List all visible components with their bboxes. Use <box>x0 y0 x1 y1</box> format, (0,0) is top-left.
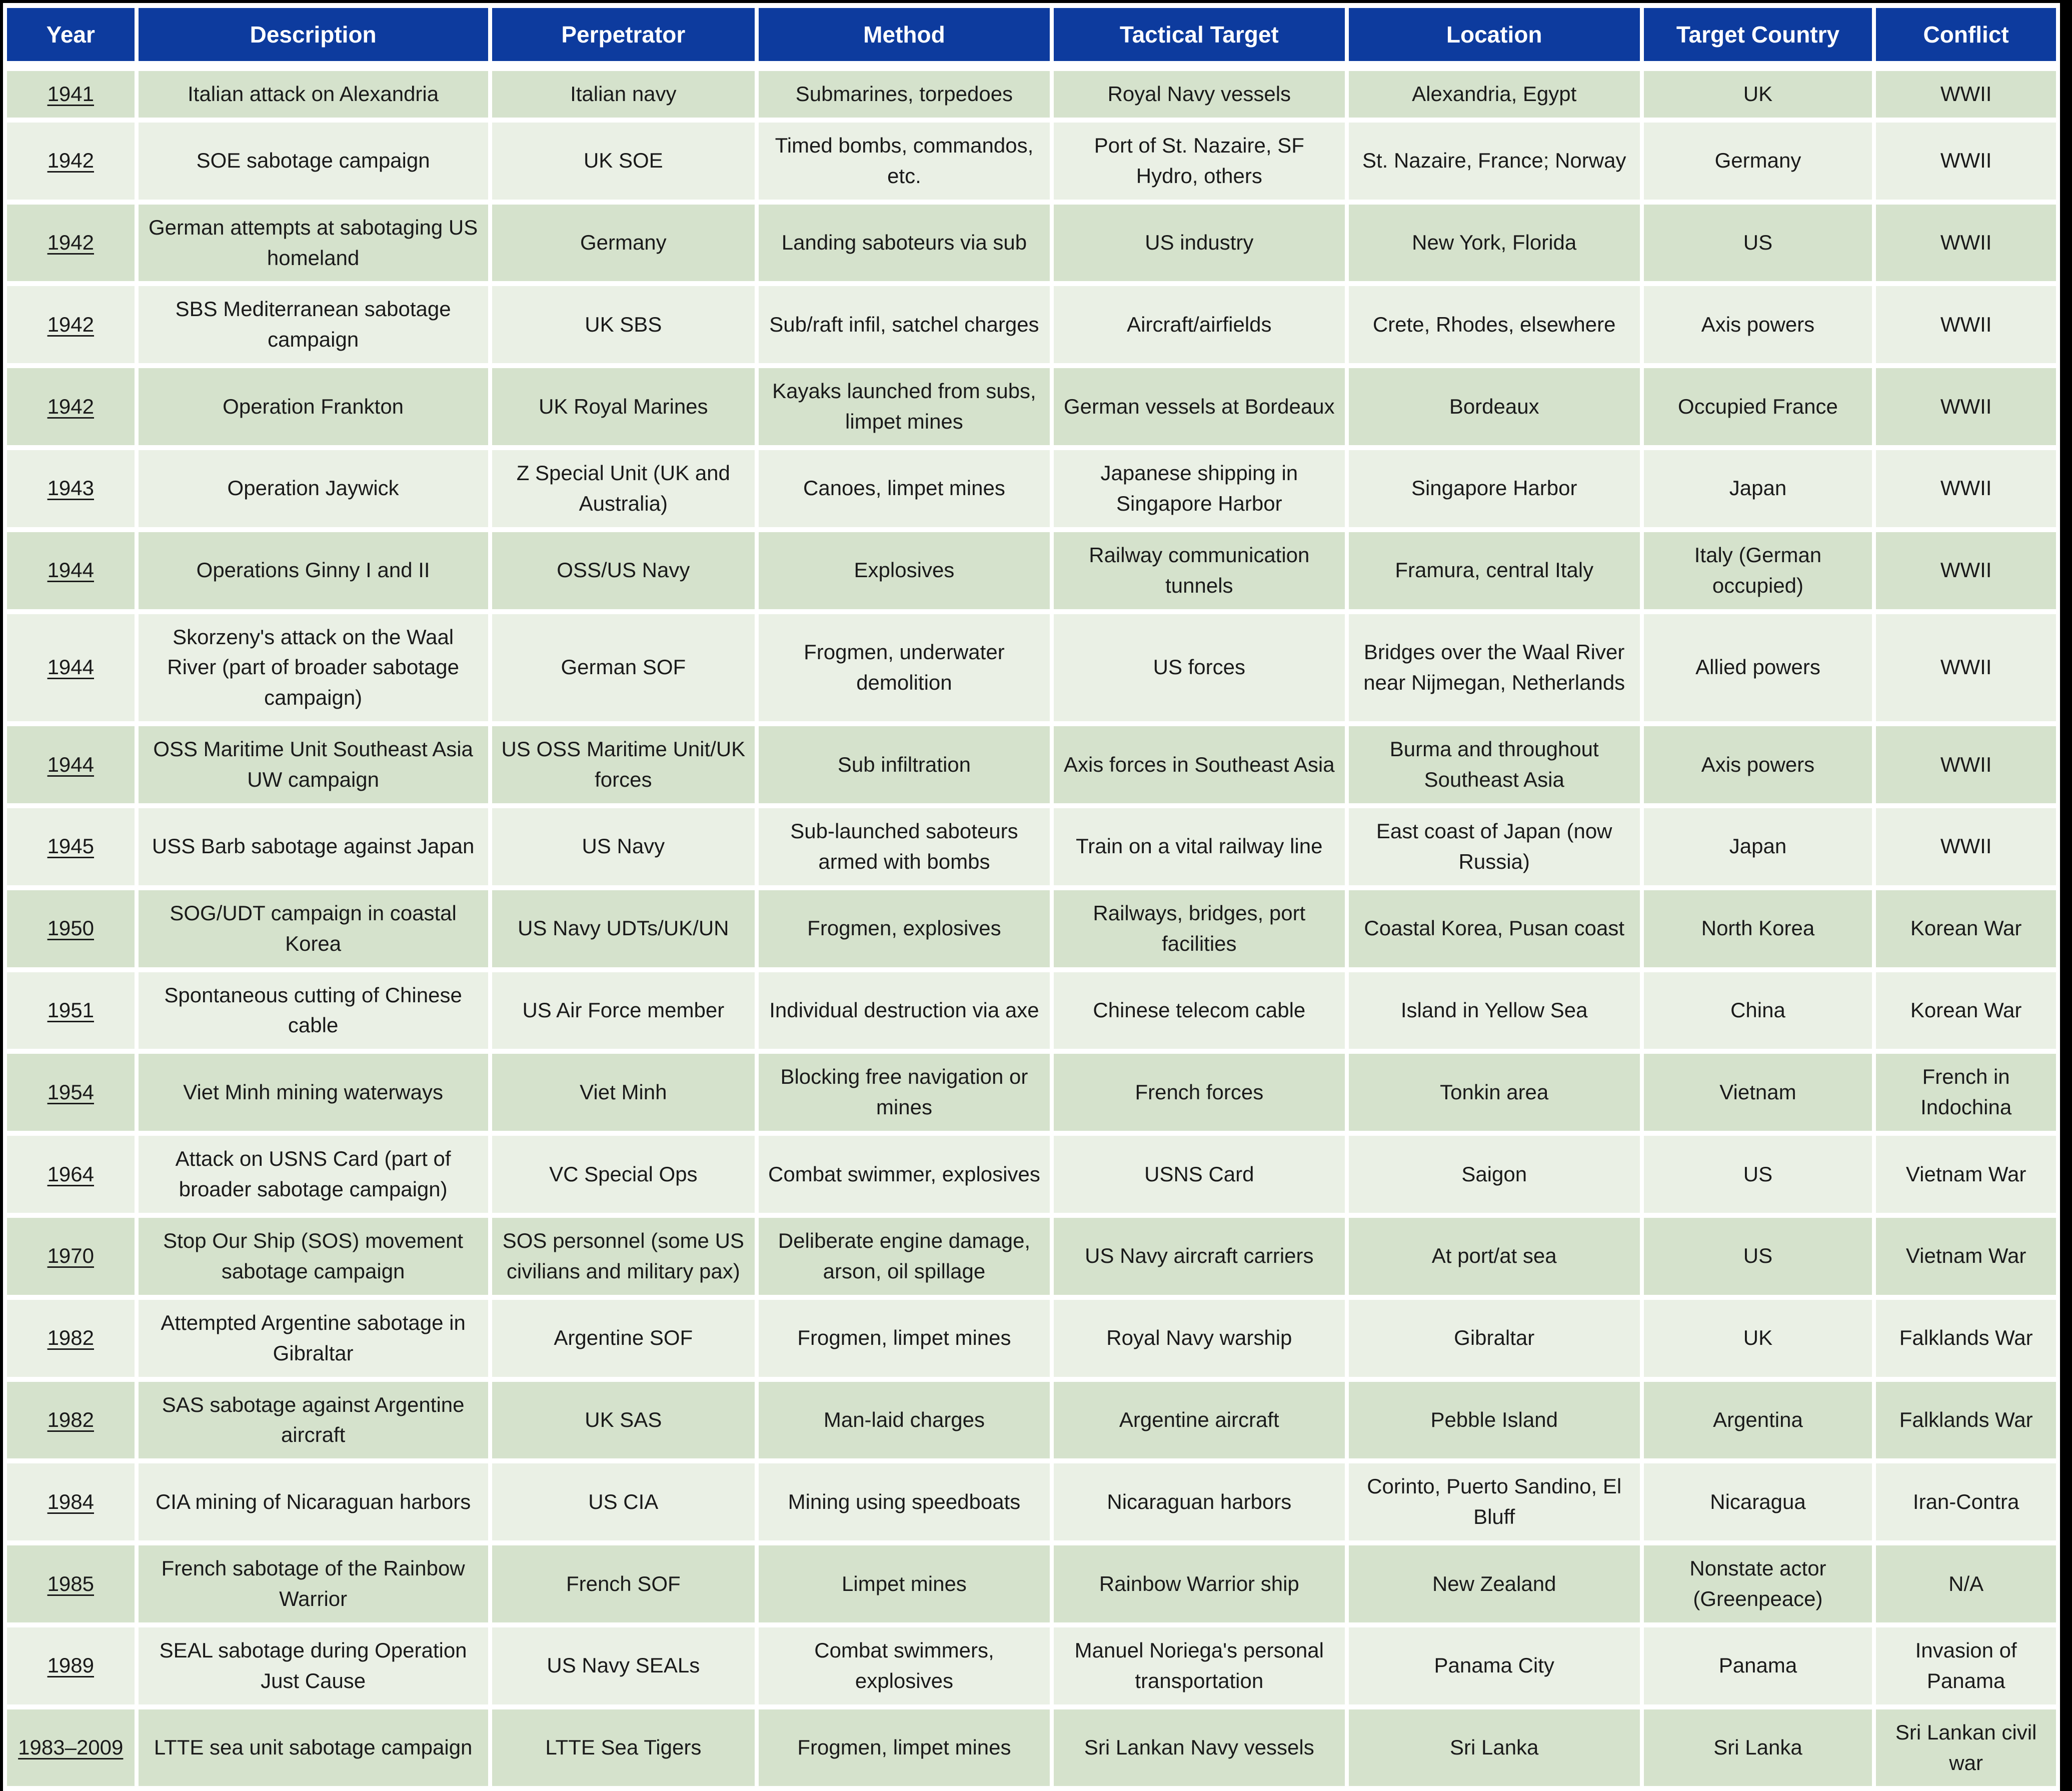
table-cell: US OSS Maritime Unit/UK forces <box>492 726 755 803</box>
table-cell: Italian navy <box>492 71 755 118</box>
table-cell: Japan <box>1644 808 1872 885</box>
table-cell: WWII <box>1876 726 2056 803</box>
column-header-location: Location <box>1349 8 1640 66</box>
table-cell: Italy (German occupied) <box>1644 532 1872 609</box>
table-cell: Individual destruction via axe <box>759 972 1050 1049</box>
table-cell: Sub infiltration <box>759 726 1050 803</box>
table-cell: UK SBS <box>492 286 755 363</box>
table-cell: US Navy aircraft carriers <box>1054 1218 1345 1295</box>
table-cell: WWII <box>1876 123 2056 200</box>
column-header-year: Year <box>7 8 135 66</box>
table-cell: Rainbow Warrior ship <box>1054 1545 1345 1622</box>
year-cell: 1964 <box>7 1136 135 1213</box>
table-cell: Italian attack on Alexandria <box>139 71 488 118</box>
table-cell: Frogmen, limpet mines <box>759 1709 1050 1786</box>
table-cell: WWII <box>1876 368 2056 445</box>
year-cell: 1942 <box>7 368 135 445</box>
table-cell: Singapore Harbor <box>1349 450 1640 527</box>
table-cell: US Navy UDTs/UK/UN <box>492 890 755 967</box>
table-row <box>7 890 2056 967</box>
table-row <box>7 1627 2056 1704</box>
table-cell: USNS Card <box>1054 1136 1345 1213</box>
table-cell: New York, Florida <box>1349 205 1640 282</box>
column-header-target-country: Target Country <box>1644 8 1872 66</box>
table-cell: Sri Lankan Navy vessels <box>1054 1709 1345 1786</box>
table-cell: Allied powers <box>1644 614 1872 722</box>
table-cell: Falklands War <box>1876 1382 2056 1459</box>
table-cell: Mining using speedboats <box>759 1463 1050 1540</box>
table-cell: Axis forces in Southeast Asia <box>1054 726 1345 803</box>
table-cell: Deliberate engine damage, arson, oil spillage <box>759 1218 1050 1295</box>
table-cell: OSS Maritime Unit Southeast Asia UW campaign <box>139 726 488 803</box>
table-cell: Coastal Korea, Pusan coast <box>1349 890 1640 967</box>
table-cell: Aircraft/airfields <box>1054 286 1345 363</box>
table-cell: Argentine SOF <box>492 1300 755 1377</box>
table-cell: Combat swimmer, explosives <box>759 1136 1050 1213</box>
table-cell: UK Royal Marines <box>492 368 755 445</box>
table-cell: Korean War <box>1876 890 2056 967</box>
year-cell: 1950 <box>7 890 135 967</box>
table-cell: China <box>1644 972 1872 1049</box>
table-cell: Sri Lanka <box>1349 1709 1640 1786</box>
table-row <box>7 286 2056 363</box>
table-cell: Limpet mines <box>759 1545 1050 1622</box>
table-cell: Royal Navy vessels <box>1054 71 1345 118</box>
table-cell: Invasion of Panama <box>1876 1627 2056 1704</box>
table-cell: SAS sabotage against Argentine aircraft <box>139 1382 488 1459</box>
table-cell: SOG/UDT campaign in coastal Korea <box>139 890 488 967</box>
year-cell: 1989 <box>7 1627 135 1704</box>
table-row <box>7 1545 2056 1622</box>
column-header-perpetrator: Perpetrator <box>492 8 755 66</box>
table-row <box>7 1382 2056 1459</box>
year-cell: 1984 <box>7 1463 135 1540</box>
table-cell: Bordeaux <box>1349 368 1640 445</box>
table-cell: Viet Minh <box>492 1054 755 1131</box>
table-cell: US forces <box>1054 614 1345 722</box>
table-cell: UK SAS <box>492 1382 755 1459</box>
table-cell: Blocking free navigation or mines <box>759 1054 1050 1131</box>
table-cell: UK <box>1644 71 1872 118</box>
table-cell: Framura, central Italy <box>1349 532 1640 609</box>
table-cell: Railways, bridges, port facilities <box>1054 890 1345 967</box>
table-cell: LTTE Sea Tigers <box>492 1709 755 1786</box>
table-row <box>7 1709 2056 1786</box>
table-cell: Axis powers <box>1644 286 1872 363</box>
table-cell: WWII <box>1876 532 2056 609</box>
table-cell: At port/at sea <box>1349 1218 1640 1295</box>
table-cell: US Air Force member <box>492 972 755 1049</box>
table-cell: Canoes, limpet mines <box>759 450 1050 527</box>
table-cell: Royal Navy warship <box>1054 1300 1345 1377</box>
table-cell: Kayaks launched from subs, limpet mines <box>759 368 1050 445</box>
table-cell: German attempts at sabotaging US homeland <box>139 205 488 282</box>
table-cell: US <box>1644 1218 1872 1295</box>
table-cell: US industry <box>1054 205 1345 282</box>
year-cell: 1942 <box>7 123 135 200</box>
table-cell: SEAL sabotage during Operation Just Cause <box>139 1627 488 1704</box>
table-cell: French sabotage of the Rainbow Warrior <box>139 1545 488 1622</box>
column-header-description: Description <box>139 8 488 66</box>
table-cell: East coast of Japan (now Russia) <box>1349 808 1640 885</box>
table-cell: Railway communication tunnels <box>1054 532 1345 609</box>
table-cell: Landing saboteurs via sub <box>759 205 1050 282</box>
table-cell: French in Indochina <box>1876 1054 2056 1131</box>
table-cell: Vietnam <box>1644 1054 1872 1131</box>
year-cell: 1985 <box>7 1545 135 1622</box>
table-cell: SBS Mediterranean sabotage campaign <box>139 286 488 363</box>
table-row <box>7 1218 2056 1295</box>
table-cell: Z Special Unit (UK and Australia) <box>492 450 755 527</box>
table-row <box>7 368 2056 445</box>
table-cell: LTTE sea unit sabotage campaign <box>139 1709 488 1786</box>
table-cell: Panama City <box>1349 1627 1640 1704</box>
table-cell: Germany <box>492 205 755 282</box>
table-cell: Argentina <box>1644 1382 1872 1459</box>
table-cell: Korean War <box>1876 972 2056 1049</box>
table-cell: Viet Minh mining waterways <box>139 1054 488 1131</box>
table-cell: UK <box>1644 1300 1872 1377</box>
table-row <box>7 614 2056 722</box>
table-cell: WWII <box>1876 286 2056 363</box>
table-cell: Nicaragua <box>1644 1463 1872 1540</box>
table-cell: Iran-Contra <box>1876 1463 2056 1540</box>
table-cell: WWII <box>1876 614 2056 722</box>
table-cell: Axis powers <box>1644 726 1872 803</box>
year-cell: 1970 <box>7 1218 135 1295</box>
year-cell: 1945 <box>7 808 135 885</box>
table-cell: Sub-launched saboteurs armed with bombs <box>759 808 1050 885</box>
table-cell: Japan <box>1644 450 1872 527</box>
table-cell: US Navy SEALs <box>492 1627 755 1704</box>
table-header <box>7 8 2056 66</box>
table-cell: WWII <box>1876 71 2056 118</box>
table-row <box>7 450 2056 527</box>
table-cell: Operations Ginny I and II <box>139 532 488 609</box>
table-cell: St. Nazaire, France; Norway <box>1349 123 1640 200</box>
table-cell: Occupied France <box>1644 368 1872 445</box>
table-cell: US CIA <box>492 1463 755 1540</box>
table-row <box>7 972 2056 1049</box>
table-cell: Nicaraguan harbors <box>1054 1463 1345 1540</box>
year-cell: 1942 <box>7 205 135 282</box>
table-cell: Stop Our Ship (SOS) movement sabotage campaign <box>139 1218 488 1295</box>
column-header-method: Method <box>759 8 1050 66</box>
table-cell: Sub/raft infil, satchel charges <box>759 286 1050 363</box>
table-cell: Burma and throughout Southeast Asia <box>1349 726 1640 803</box>
table-cell: German vessels at Bordeaux <box>1054 368 1345 445</box>
table-cell: North Korea <box>1644 890 1872 967</box>
column-header-conflict: Conflict <box>1876 8 2056 66</box>
table-cell: Vietnam War <box>1876 1136 2056 1213</box>
column-header-tactical-target: Tactical Target <box>1054 8 1345 66</box>
table-cell: Submarines, torpedoes <box>759 71 1050 118</box>
table-cell: Combat swimmers, explosives <box>759 1627 1050 1704</box>
table-cell: Japanese shipping in Singapore Harbor <box>1054 450 1345 527</box>
year-cell: 1942 <box>7 286 135 363</box>
table-cell: OSS/US Navy <box>492 532 755 609</box>
table-cell: N/A <box>1876 1545 2056 1622</box>
table-cell: Timed bombs, commandos, etc. <box>759 123 1050 200</box>
year-cell: 1943 <box>7 450 135 527</box>
table-cell: CIA mining of Nicaraguan harbors <box>139 1463 488 1540</box>
table-cell: Frogmen, explosives <box>759 890 1050 967</box>
table-cell: New Zealand <box>1349 1545 1640 1622</box>
year-cell: 1944 <box>7 726 135 803</box>
table-cell: German SOF <box>492 614 755 722</box>
table-cell: WWII <box>1876 450 2056 527</box>
table-cell: Man-laid charges <box>759 1382 1050 1459</box>
table-row <box>7 71 2056 118</box>
year-cell: 1982 <box>7 1300 135 1377</box>
table-cell: Saigon <box>1349 1136 1640 1213</box>
year-cell: 1954 <box>7 1054 135 1131</box>
year-cell: 1941 <box>7 71 135 118</box>
table-cell: French SOF <box>492 1545 755 1622</box>
table-cell: Panama <box>1644 1627 1872 1704</box>
year-cell: 1983–2009 <box>7 1709 135 1786</box>
table-frame <box>3 3 2060 1614</box>
table-cell: Chinese telecom cable <box>1054 972 1345 1049</box>
table-cell: UK SOE <box>492 123 755 200</box>
table-body <box>7 71 2056 1786</box>
table-cell: French forces <box>1054 1054 1345 1131</box>
table-cell: Vietnam War <box>1876 1218 2056 1295</box>
table-cell: WWII <box>1876 808 2056 885</box>
year-cell: 1982 <box>7 1382 135 1459</box>
table-cell: Train on a vital railway line <box>1054 808 1345 885</box>
table-cell: Argentine aircraft <box>1054 1382 1345 1459</box>
table-cell: Bridges over the Waal River near Nijmegan, Netherlands <box>1349 614 1640 722</box>
table-cell: SOE sabotage campaign <box>139 123 488 200</box>
table-cell: Gibraltar <box>1349 1300 1640 1377</box>
table-cell: Skorzeny's attack on the Waal River (part of broader sabotage campaign) <box>139 614 488 722</box>
table-cell: Pebble Island <box>1349 1382 1640 1459</box>
table-cell: Falklands War <box>1876 1300 2056 1377</box>
table-row <box>7 808 2056 885</box>
table-cell: Attack on USNS Card (part of broader sabotage campaign) <box>139 1136 488 1213</box>
table-cell: Port of St. Nazaire, SF Hydro, others <box>1054 123 1345 200</box>
table-cell: Crete, Rhodes, elsewhere <box>1349 286 1640 363</box>
table-cell: Corinto, Puerto Sandino, El Bluff <box>1349 1463 1640 1540</box>
table-cell: SOS personnel (some US civilians and military pax) <box>492 1218 755 1295</box>
table-row <box>7 205 2056 282</box>
table-cell: US Navy <box>492 808 755 885</box>
table-cell: Operation Frankton <box>139 368 488 445</box>
table-row <box>7 1463 2056 1540</box>
sabotage-history-table <box>3 3 2060 1791</box>
table-row <box>7 1300 2056 1377</box>
table-cell: Explosives <box>759 532 1050 609</box>
table-cell: Germany <box>1644 123 1872 200</box>
table-cell: Manuel Noriega's personal transportation <box>1054 1627 1345 1704</box>
table-cell: Island in Yellow Sea <box>1349 972 1640 1049</box>
table-row <box>7 532 2056 609</box>
table-cell: Nonstate actor (Greenpeace) <box>1644 1545 1872 1622</box>
table-cell: Sri Lankan civil war <box>1876 1709 2056 1786</box>
table-row <box>7 1054 2056 1131</box>
table-cell: Alexandria, Egypt <box>1349 71 1640 118</box>
table-cell: US <box>1644 205 1872 282</box>
table-row <box>7 123 2056 200</box>
table-row <box>7 1136 2056 1213</box>
table-cell: Spontaneous cutting of Chinese cable <box>139 972 488 1049</box>
year-cell: 1951 <box>7 972 135 1049</box>
year-cell: 1944 <box>7 614 135 722</box>
table-cell: USS Barb sabotage against Japan <box>139 808 488 885</box>
table-cell: VC Special Ops <box>492 1136 755 1213</box>
table-cell: WWII <box>1876 205 2056 282</box>
table-cell: Operation Jaywick <box>139 450 488 527</box>
header-row <box>7 8 2056 66</box>
table-cell: Sri Lanka <box>1644 1709 1872 1786</box>
table-row <box>7 726 2056 803</box>
table-cell: US <box>1644 1136 1872 1213</box>
table-cell: Attempted Argentine sabotage in Gibraltar <box>139 1300 488 1377</box>
table-cell: Tonkin area <box>1349 1054 1640 1131</box>
year-cell: 1944 <box>7 532 135 609</box>
table-cell: Frogmen, limpet mines <box>759 1300 1050 1377</box>
table-cell: Frogmen, underwater demolition <box>759 614 1050 722</box>
